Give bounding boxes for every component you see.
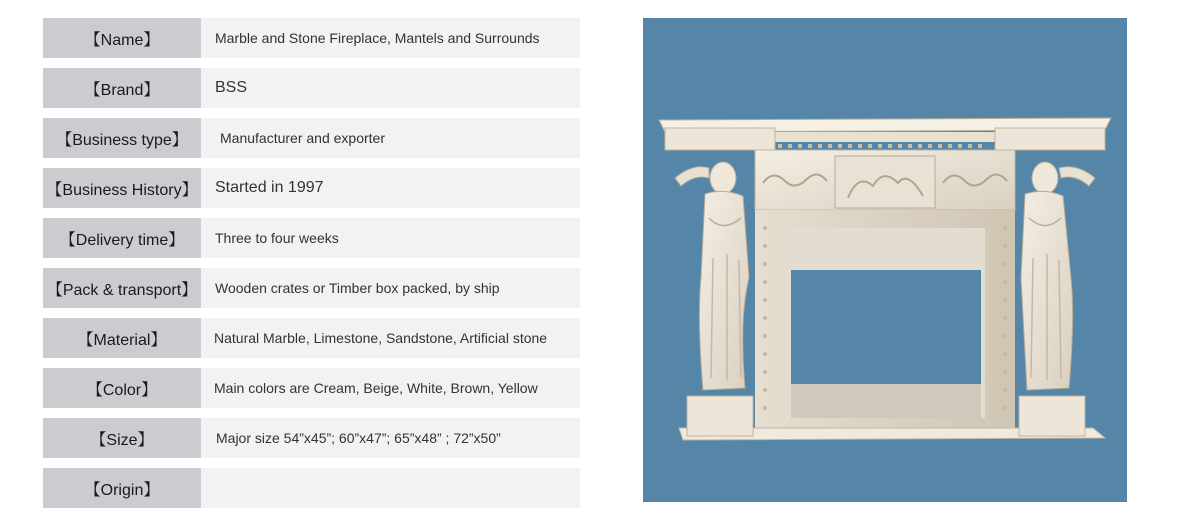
spec-value: BSS	[201, 68, 580, 108]
spec-value	[201, 468, 580, 508]
spec-table	[43, 18, 580, 518]
spec-label: 【Business History】	[43, 168, 201, 208]
spec-row-color	[43, 368, 580, 408]
spec-value: Started in 1997	[201, 168, 580, 208]
right-caryatid-statue	[1019, 162, 1095, 436]
spec-row-origin	[43, 468, 580, 508]
left-caryatid-statue	[675, 162, 753, 436]
spec-value: Three to four weeks	[201, 218, 580, 258]
spec-row-size	[43, 418, 580, 458]
spec-label: 【Origin】	[43, 468, 201, 508]
spec-label: 【Pack & transport】	[43, 268, 201, 308]
spec-label: 【Size】	[43, 418, 201, 458]
spec-row-brand	[43, 68, 580, 108]
fireplace-product-photo	[643, 18, 1127, 502]
spec-row-delivery-time	[43, 218, 580, 258]
spec-value: Marble and Stone Fireplace, Mantels and Surrounds	[201, 18, 580, 58]
spec-row-business-history	[43, 168, 580, 208]
spec-label: 【Business type】	[43, 118, 201, 158]
spec-value: Major size 54”x45”; 60”x47”; 65”x48” ; 72”x50”	[201, 418, 580, 458]
spec-row-material	[43, 318, 580, 358]
spec-label: 【Name】	[43, 18, 201, 58]
spec-value: Natural Marble, Limestone, Sandstone, Artificial stone	[201, 318, 580, 358]
spec-value: Manufacturer and exporter	[201, 118, 580, 158]
spec-label: 【Material】	[43, 318, 201, 358]
spec-row-pack-transport	[43, 268, 580, 308]
spec-label: 【Color】	[43, 368, 201, 408]
spec-value: Main colors are Cream, Beige, White, Brown, Yellow	[201, 368, 580, 408]
spec-label: 【Brand】	[43, 68, 201, 108]
spec-label: 【Delivery time】	[43, 218, 201, 258]
spec-row-name	[43, 18, 580, 58]
spec-row-business-type	[43, 118, 580, 158]
spec-value: Wooden crates or Timber box packed, by ship	[201, 268, 580, 308]
